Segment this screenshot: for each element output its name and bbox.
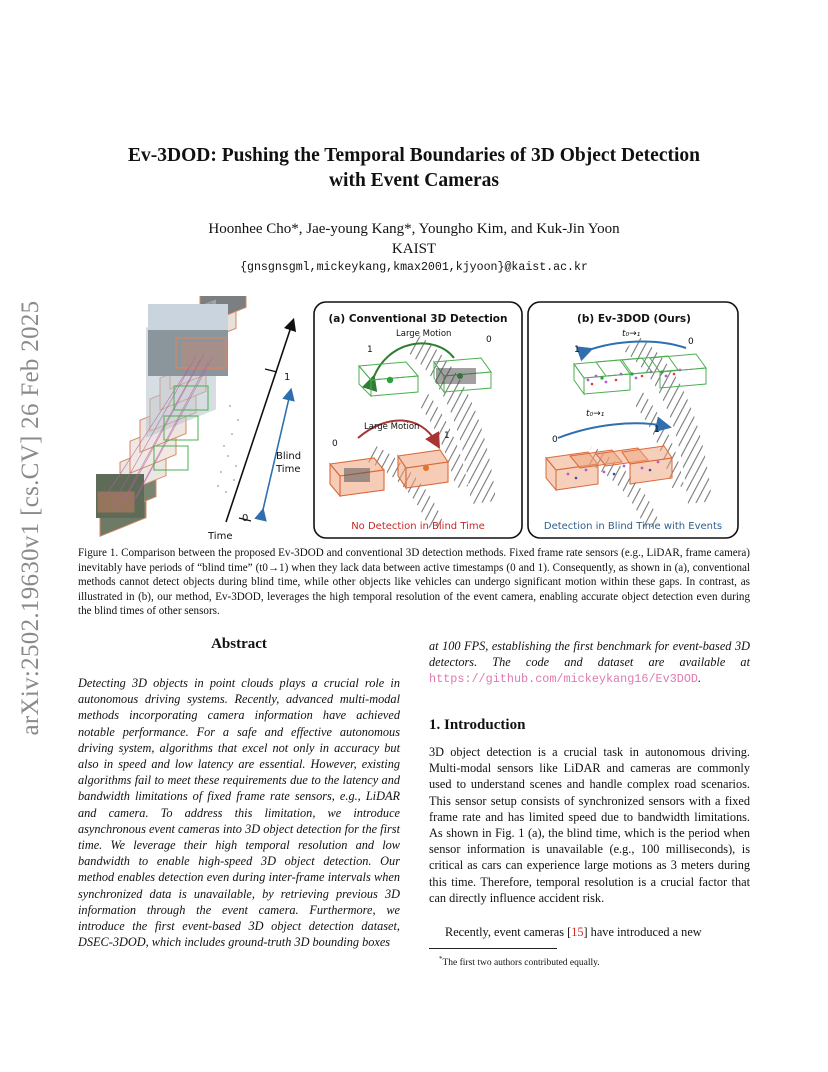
arxiv-id: arXiv:2502.19630v1 [cs.CV] 26 Feb 2025 [17, 300, 44, 736]
intro-p2-end: ] have introduced a new [583, 925, 702, 939]
time-label: Time [208, 531, 233, 542]
time-tick-0: 0 [242, 513, 249, 524]
intro-paragraph-2 [429, 924, 750, 940]
abstract-period: . [698, 671, 702, 686]
large-motion-top: Large Motion [396, 329, 452, 339]
panel-a-footer: No Detection in Blind Time [351, 521, 485, 532]
paper-title [100, 143, 728, 193]
figure-caption: Figure 1. Comparison between the proposed Ev-3DOD and conventional 3D detection methods. Fixed frame rate sensors (e.g., LiDAR, frame camera) inevitably have periods of “blind time” (t0→1) when they lack data between active timestamps (0 and 1). Consequently, as shown in (a), conventional methods cannot detect objects during blind time, while other objects like vehicles can undergo significant motion within these gaps. In contrast, as illustrated in (b), our method, Ev-3DOD, leverages the high temporal resolution of the event camera, enabling accurate object detection even during the blind times of other sensors. [78, 547, 750, 618]
affiliation: KAIST [391, 241, 437, 257]
abstract-continuation [429, 638, 750, 688]
title-line-2: with Event Cameras [328, 170, 500, 191]
panel-b-label-0-top: 0 [688, 337, 694, 347]
time-tick-1: 1 [284, 372, 291, 383]
author-emails: {gnsgnsgml,mickeykang,kmax2001,kjyoon}@kaist.ac.kr [240, 261, 588, 274]
panel-b-t-bottom: t₀→₁ [586, 409, 605, 419]
figure-1 [76, 296, 750, 542]
footnote-rule [429, 948, 557, 949]
code-link[interactable]: https://github.com/mickeykang16/Ev3DOD [429, 672, 699, 687]
footnote-text: The first two authors contributed equally. [442, 958, 600, 969]
footnote [439, 953, 600, 969]
panel-b-label-1-bottom: 1 [654, 425, 660, 435]
panel-a-label-0-bottom: 0 [332, 439, 338, 449]
stacked-frames-illustration [96, 296, 249, 536]
citation-link[interactable]: 15 [571, 925, 584, 939]
blind-time-label-1: Blind [276, 451, 302, 462]
abstract-cont-text: at 100 FPS, establishing the first benchmark for event-based 3D detectors. The code and dataset are available at [429, 639, 750, 670]
title-line-1: Ev-3DOD: Pushing the Temporal Boundaries of 3D Object Detection [128, 145, 700, 166]
panel-a-label-1-top: 1 [367, 345, 373, 355]
panel-b-label-1-top: 1 [574, 345, 580, 355]
panel-b-title: (b) Ev-3DOD (Ours) [577, 313, 691, 325]
panel-a-title: (a) Conventional 3D Detection [328, 313, 508, 325]
panel-conventional [314, 302, 522, 538]
authors: Hoonhee Cho*, Jae-young Kang*, Youngho Kim, and Kuk-Jin Yoon [208, 221, 620, 237]
panel-ev3dod [528, 302, 738, 538]
panel-a-label-1-bottom: 1 [444, 431, 450, 441]
footnote-mark: * [439, 955, 443, 963]
large-motion-bottom: Large Motion [364, 422, 420, 432]
blind-time-label-2: Time [276, 464, 301, 475]
panel-b-footer: Detection in Blind Time with Events [543, 521, 723, 532]
panel-b-label-0-bottom: 0 [552, 435, 558, 445]
intro-paragraph-1: 3D object detection is a crucial task in autonomous driving. Multi-modal sensors like LiDAR and cameras are commonly used to understand scenes and handle complex road scenarios. This sensor setup consists of synchronized sensors with a fixed frame rate and has limited speed due to bandwidth limitations. As shown in Fig. 1 (a), the blind time, which is the period when sensor information is unavailable (e.g., 100 milliseconds), is critical as cars can experience large motions as 3 meters during this time. Therefore, temporal resolution is a crucial factor that can directly influence accident risk. [429, 745, 750, 905]
abstract-heading: Abstract [211, 636, 267, 652]
arxiv-stamp [4, 282, 58, 754]
panel-a-label-0-top: 0 [486, 335, 492, 345]
intro-p2-start: Recently, event cameras [ [445, 925, 572, 939]
panel-b-t-top: t₀→₁ [622, 329, 641, 339]
abstract-text: Detecting 3D objects in point clouds plays a crucial role in autonomous driving systems. Recently, advanced multi-modal methods incorporating camera information have achieved notable performance. For a safe and effective autonomous driving system, algorithms that excel not only in accuracy but also in speed and low latency are essential. However, existing algorithms fail to meet these requirements due to the latency and bandwidth limitations of fixed frame rate sensors, e.g., LiDAR and camera. To address this limitation, we introduce asynchronous event cameras into 3D object detection for the first time. We leverage their high temporal resolution and low bandwidth to enable high-speed 3D object detection. Our method enables detection even during inter-frame intervals when synchronized data is unavailable, by retrieving previous 3D information through the event camera. Furthermore, we introduce the first event-based 3D object detection dataset, DSEC-3DOD, which includes ground-truth 3D bounding boxes [78, 676, 400, 950]
section-heading-introduction: 1. Introduction [429, 717, 526, 733]
